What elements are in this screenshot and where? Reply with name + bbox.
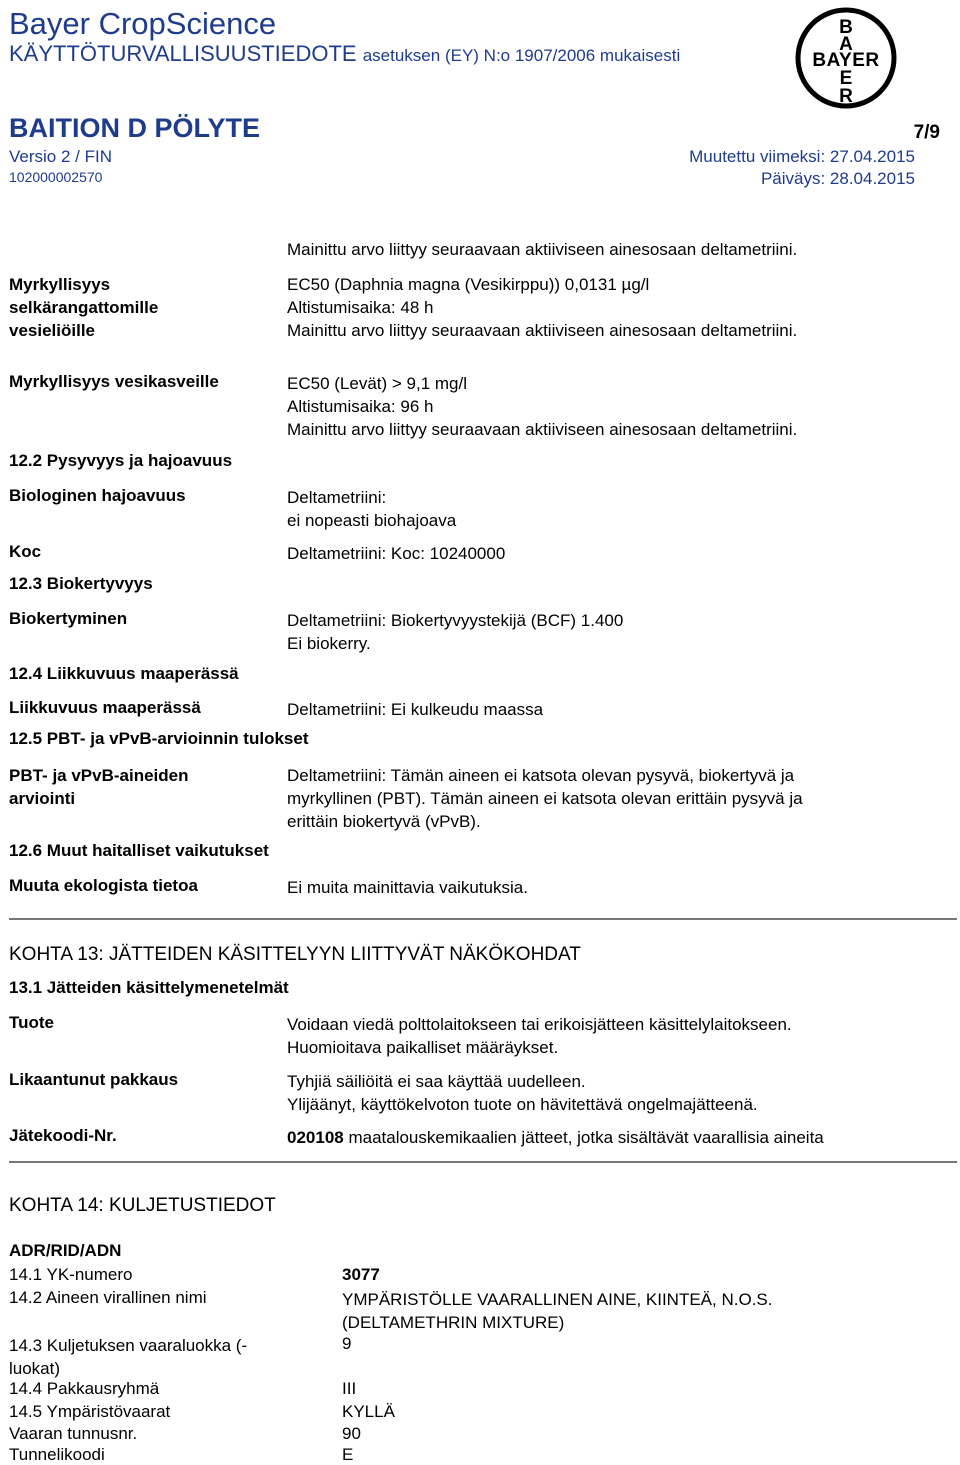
transport-label-packing-group: 14.4 Pakkausryhmä <box>9 1379 160 1398</box>
svg-text:B: B <box>839 17 853 38</box>
value-line: myrkyllinen (PBT). Tämän aineen ei katsota olevan erittäin pysyvä ja <box>287 789 803 808</box>
transport-value-packing-group: III <box>342 1379 357 1398</box>
transport-label-env-hazards: 14.5 Ympäristövaarat <box>9 1402 171 1421</box>
section-14-heading: KOHTA 14: KULJETUSTIEDOT <box>9 1195 276 1216</box>
value-line: Tyhjiä säiliöitä ei saa käyttää uudelleen. <box>287 1072 586 1091</box>
value-line: Mainittu arvo liittyy seuraavaan aktiiviseen ainesosaan deltametriini. <box>287 420 798 439</box>
transport-label-hazard-id: Vaaran tunnusnr. <box>9 1424 138 1443</box>
transport-value-hazard-class: 9 <box>342 1334 352 1353</box>
value-line: EC50 (Daphnia magna (Vesikirppu)) 0,0131 µg/l <box>287 275 650 294</box>
version-text: Versio 2 / FIN <box>9 147 112 166</box>
value-line: Deltametriini: Tämän aineen ei katsota olevan pysyvä, biokertyvä ja <box>287 766 795 785</box>
value-line: Ylijäänyt, käyttökelvoton tuote on hävitettävä ongelmajätteenä. <box>287 1095 758 1114</box>
label-line: PBT- ja vPvB-aineiden <box>9 766 189 785</box>
other-effects-value: Ei muita mainittavia vaikutuksia. <box>287 878 528 897</box>
mobility-value: Deltametriini: Ei kulkeudu maassa <box>287 700 544 719</box>
value-line: EC50 (Levät) > 9,1 mg/l <box>287 374 468 393</box>
transport-value-un-number: 3077 <box>342 1265 380 1284</box>
transport-label-un-number: 14.1 YK-numero <box>9 1265 133 1284</box>
section-divider <box>9 1161 957 1163</box>
regulation-text: asetuksen (EY) N:o 1907/2006 mukaisesti <box>362 46 681 65</box>
product-name: BAITION D PÖLYTE <box>9 113 261 143</box>
value-line: Voidaan viedä polttolaitokseen tai erikoisjätteen käsittelylaitokseen. <box>287 1015 792 1034</box>
value-line: Deltametriini: Biokertyvyystekijä (BCF) 1.400 <box>287 611 624 630</box>
product-disposal-label: Tuote <box>9 1013 55 1032</box>
value-line: YMPÄRISTÖLLE VAARALLINEN AINE, KIINTEÄ, N.O.S. <box>342 1290 773 1309</box>
transport-value-env-hazards: KYLLÄ <box>342 1402 395 1421</box>
pbt-label <box>9 764 189 810</box>
plant-toxicity-label: Myrkyllisyys vesikasveille <box>9 372 219 391</box>
section-divider <box>9 918 957 920</box>
invert-toxicity-label <box>9 273 158 342</box>
other-effects-label: Muuta ekologista tietoa <box>9 876 198 895</box>
transport-label-tunnel-code: Tunnelikoodi <box>9 1445 105 1464</box>
modified-date: Muutettu viimeksi: 27.04.2015 <box>689 147 915 166</box>
value-line: Ei biokerry. <box>287 634 371 653</box>
transport-subheading: ADR/RID/ADN <box>9 1241 122 1260</box>
transport-value-tunnel-code: E <box>342 1445 354 1464</box>
label-line: luokat) <box>9 1359 61 1378</box>
value-line: erittäin biokertyvä (vPvB). <box>287 812 481 831</box>
value-line: Huomioitava paikalliset määräykset. <box>287 1038 559 1057</box>
waste-code-number: 020108 <box>287 1128 344 1147</box>
koc-value: Deltametriini: Koc: 10240000 <box>287 544 506 563</box>
packaging-value <box>287 1070 758 1116</box>
waste-code-label: Jätekoodi-Nr. <box>9 1126 117 1145</box>
bioaccumulation-value <box>287 609 623 655</box>
invert-toxicity-value <box>287 273 797 342</box>
value-line: Altistumisaika: 96 h <box>287 397 434 416</box>
svg-text:BAYER: BAYER <box>812 50 880 71</box>
packaging-label: Likaantunut pakkaus <box>9 1070 179 1089</box>
value-line: Deltametriini: <box>287 488 387 507</box>
label-line: 14.3 Kuljetuksen vaaraluokka (- <box>9 1336 248 1355</box>
label-line: selkärangattomille <box>9 298 159 317</box>
label-line: arviointi <box>9 789 76 808</box>
svg-text:R: R <box>839 86 853 107</box>
subsection-12-5: 12.5 PBT- ja vPvB-arvioinnin tulokset <box>9 729 309 748</box>
subsection-13-1: 13.1 Jätteiden käsittelymenetelmät <box>9 978 289 997</box>
koc-label: Koc <box>9 542 42 561</box>
doc-type-text: KÄYTTÖTURVALLISUUSTIEDOTE <box>9 41 357 66</box>
company-name: Bayer CropScience <box>9 6 277 41</box>
biodegradation-value <box>287 486 456 532</box>
transport-label-shipping-name: 14.2 Aineen virallinen nimi <box>9 1288 207 1307</box>
plant-toxicity-value <box>287 372 797 441</box>
waste-code-value <box>287 1126 824 1149</box>
transport-label-hazard-class <box>9 1334 247 1380</box>
value-line: Mainittu arvo liittyy seuraavaan aktiiviseen ainesosaan deltametriini. <box>287 321 798 340</box>
subsection-12-4: 12.4 Liikkuvuus maaperässä <box>9 664 239 683</box>
svg-text:A: A <box>839 34 853 55</box>
bayer-logo-icon <box>794 6 898 110</box>
transport-value-hazard-id: 90 <box>342 1424 361 1443</box>
issue-date: Päiväys: 28.04.2015 <box>760 169 915 188</box>
value-line: ei nopeasti biohajoava <box>287 511 457 530</box>
waste-code-text: maatalouskemikaalien jätteet, jotka sisältävät vaarallisia aineita <box>343 1128 824 1147</box>
bioaccumulation-label: Biokertyminen <box>9 609 128 628</box>
product-disposal-value <box>287 1013 792 1059</box>
subsection-12-6: 12.6 Muut haitalliset vaikutukset <box>9 841 269 860</box>
top-note: Mainittu arvo liittyy seuraavaan aktiiviseen ainesosaan deltametriini. <box>287 240 798 259</box>
biodegradation-label: Biologinen hajoavuus <box>9 486 186 505</box>
document-code: 102000002570 <box>9 169 103 185</box>
subsection-12-2: 12.2 Pysyvyys ja hajoavuus <box>9 451 233 470</box>
mobility-label: Liikkuvuus maaperässä <box>9 698 201 717</box>
section-13-heading: KOHTA 13: JÄTTEIDEN KÄSITTELYYN LIITTYVÄT NÄKÖKOHDAT <box>9 944 581 965</box>
transport-value-shipping-name <box>342 1288 772 1334</box>
label-line: Myrkyllisyys <box>9 275 111 294</box>
value-line: Altistumisaika: 48 h <box>287 298 434 317</box>
page-number: 7/9 <box>913 122 940 143</box>
value-line: (DELTAMETHRIN MIXTURE) <box>342 1313 565 1332</box>
svg-text:E: E <box>839 68 853 89</box>
subsection-12-3: 12.3 Biokertyvyys <box>9 574 153 593</box>
pbt-value <box>287 764 803 833</box>
label-line: vesieliöille <box>9 321 95 340</box>
document-type <box>9 41 680 67</box>
